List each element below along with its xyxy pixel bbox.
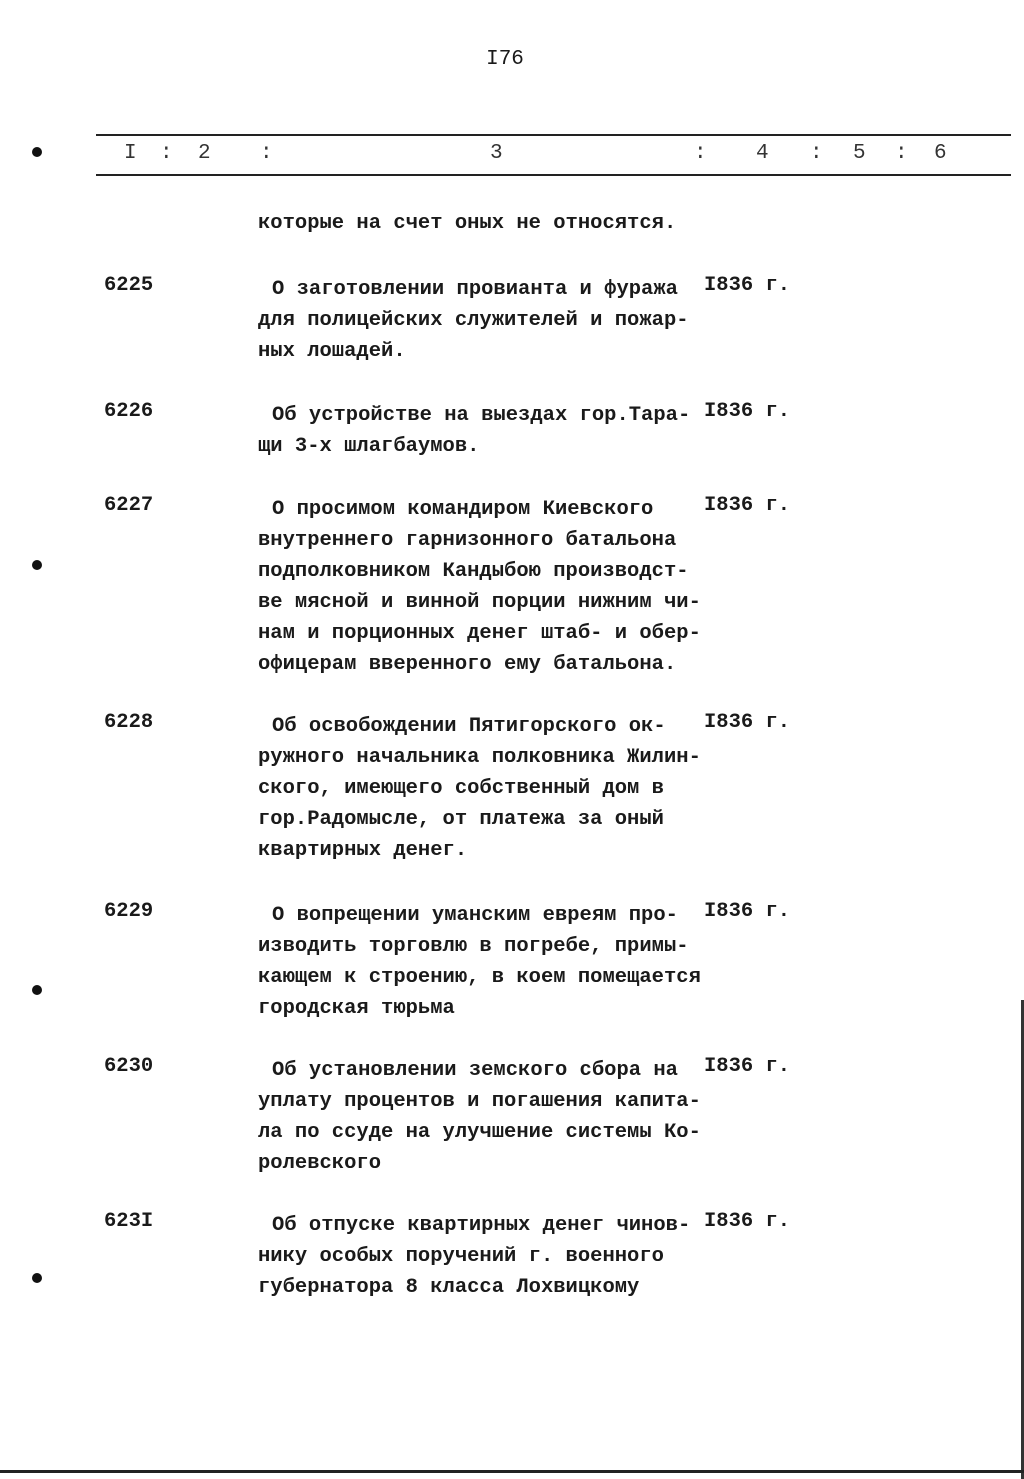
description-line: ского, имеющего собственный дом в — [258, 777, 664, 800]
description-line: О заготовлении провианта и фуража — [272, 278, 678, 301]
entry-number: 6225 — [104, 274, 154, 297]
column-header-cell: 2 — [198, 142, 211, 165]
column-header-cell: 3 — [490, 142, 503, 165]
description-line: ве мясной и винной порции нижним чи- — [258, 591, 701, 614]
description-line: гор.Радомысле, от платежа за оный — [258, 808, 664, 831]
description-line: нику особых поручений г. военного — [258, 1245, 664, 1268]
description-line: ных лошадей. — [258, 340, 406, 363]
description-line: внутреннего гарнизонного батальона — [258, 529, 677, 552]
entry-year: I836 г. — [704, 1055, 791, 1078]
description-line: офицерам вверенного ему батальона. — [258, 653, 677, 676]
header-top-rule — [96, 134, 1011, 136]
description-line: губернатора 8 класса Лохвицкому — [258, 1276, 640, 1299]
column-separator: : — [160, 142, 173, 165]
description-line: уплату процентов и погашения капита- — [258, 1090, 701, 1113]
description-line: подполковником Кандыбою производст- — [258, 560, 689, 583]
entry-year: I836 г. — [704, 494, 791, 517]
punch-hole-icon — [32, 985, 42, 995]
description-line: Об установлении земского сбора на — [272, 1059, 678, 1082]
column-header-cell: 4 — [756, 142, 769, 165]
page-number: I76 — [486, 48, 524, 71]
entry-year: I836 г. — [704, 1210, 791, 1233]
description-line: для полицейских служителей и пожар- — [258, 309, 689, 332]
entry-description — [258, 1055, 701, 1179]
description-line: Об отпуске квартирных денег чинов- — [272, 1214, 691, 1237]
description-line: О вопрещении уманским евреям про- — [272, 904, 678, 927]
entry-description — [258, 274, 689, 367]
punch-hole-icon — [32, 560, 42, 570]
column-separator: : — [810, 142, 823, 165]
entry-number: 623I — [104, 1210, 154, 1233]
entry-number: 6228 — [104, 711, 154, 734]
entry-year: I836 г. — [704, 400, 791, 423]
description-line: нам и порционных денег штаб- и обер- — [258, 622, 701, 645]
column-header-cell: 6 — [934, 142, 947, 165]
description-line: щи 3-х шлагбаумов. — [258, 435, 480, 458]
entry-description — [258, 494, 701, 680]
description-line: ла по ссуде на улучшение системы Ко- — [258, 1121, 701, 1144]
description-line: О просимом командиром Киевского — [272, 498, 654, 521]
description-line: городская тюрьма — [258, 997, 455, 1020]
scan-edge — [0, 1470, 1024, 1473]
column-separator: : — [895, 142, 908, 165]
entry-description — [258, 1210, 690, 1303]
description-line: Об освобождении Пятигорского ок- — [272, 715, 666, 738]
continuation-text: которые на счет оных не относятся. — [258, 212, 677, 235]
description-line: Об устройстве на выездах гор.Тара- — [272, 404, 691, 427]
entry-year: I836 г. — [704, 711, 791, 734]
description-line: ружного начальника полковника Жилин- — [258, 746, 701, 769]
entry-description — [258, 900, 701, 1024]
description-line: изводить торговлю в погребе, примы- — [258, 935, 689, 958]
description-line: квартирных денег. — [258, 839, 468, 862]
column-separator: : — [260, 142, 273, 165]
column-header-cell: I — [124, 142, 137, 165]
entry-year: I836 г. — [704, 900, 791, 923]
entry-description — [258, 400, 690, 462]
header-bottom-rule — [96, 174, 1011, 176]
entry-number: 6226 — [104, 400, 154, 423]
column-separator: : — [694, 142, 707, 165]
entry-year: I836 г. — [704, 274, 791, 297]
punch-hole-icon — [32, 1273, 42, 1283]
description-line: ролевского — [258, 1152, 382, 1175]
entry-number: 6227 — [104, 494, 154, 517]
punch-hole-icon — [32, 147, 42, 157]
entry-description — [258, 711, 701, 866]
entry-number: 6229 — [104, 900, 154, 923]
entry-number: 6230 — [104, 1055, 154, 1078]
column-header-cell: 5 — [853, 142, 866, 165]
description-line: кающем к строению, в коем помещается — [258, 966, 701, 989]
